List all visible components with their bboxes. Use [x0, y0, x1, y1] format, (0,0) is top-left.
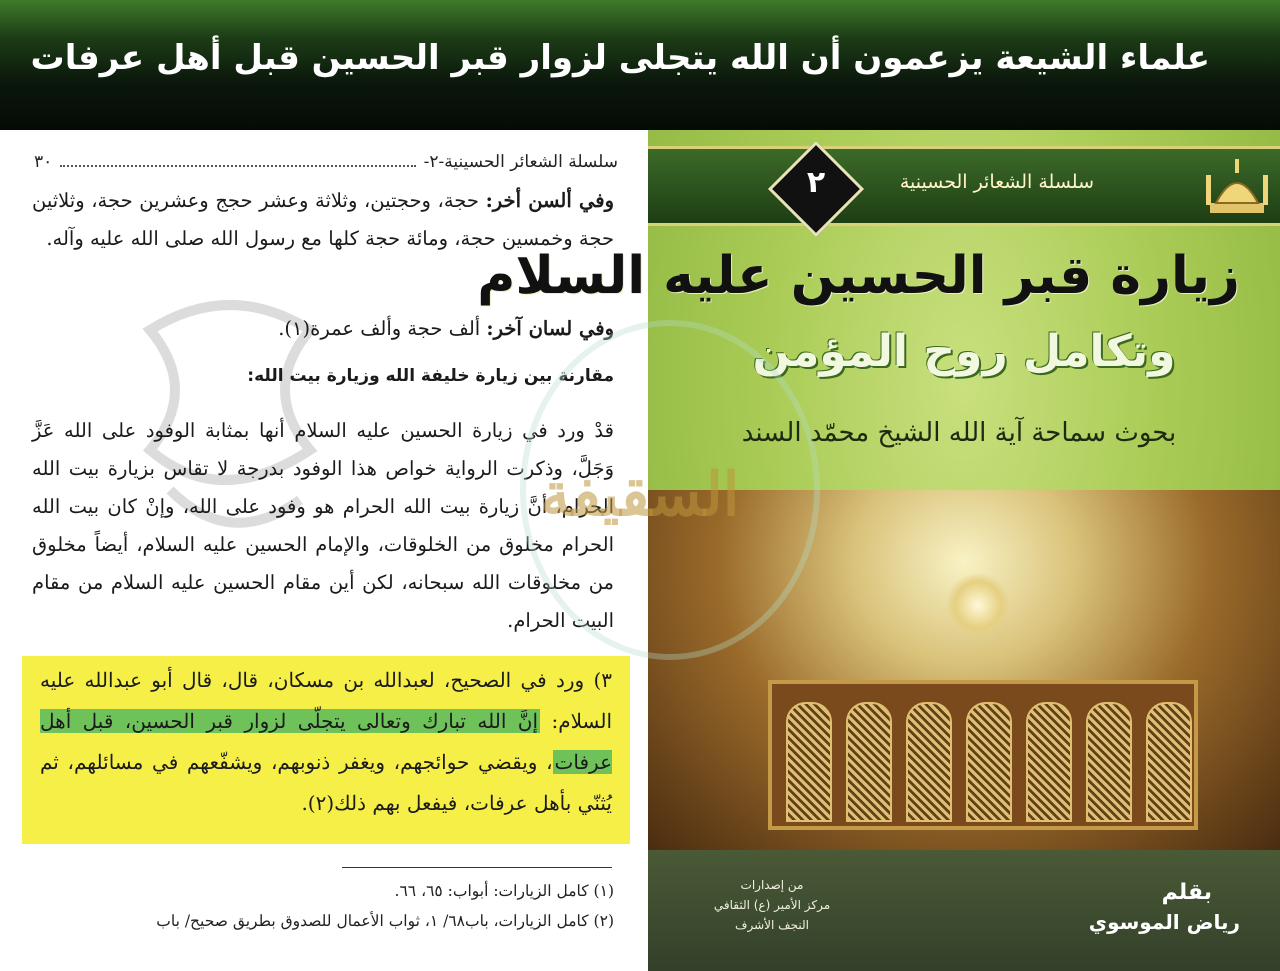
author-name: رياض الموسوي: [1088, 910, 1240, 934]
series-number: ٢: [806, 165, 826, 200]
grille-window: [906, 702, 952, 822]
header-dots: [60, 157, 415, 167]
chandelier-glow: [948, 570, 1008, 640]
grille-window: [786, 702, 832, 822]
publisher-line-2: مركز الأمير (ع) الثقافي: [713, 898, 831, 912]
grille-window: [1086, 702, 1132, 822]
cover-subtitle: وتكامل روح المؤمن: [752, 326, 1176, 377]
grille-window: [846, 702, 892, 822]
paragraph-4-intro: ٣) ورد في الصحيح، لعبدالله بن مسكان، قال، قال أبو عبدالله عليه السلام:: [40, 668, 613, 733]
paragraph-2: [32, 310, 614, 348]
cover-research-line: بحوث سماحة آية الله الشيخ محمّد السند: [741, 418, 1177, 448]
publisher-line-3: النجف الأشرف: [735, 918, 809, 932]
grille-window: [966, 702, 1012, 822]
paragraph-1-lead: وفي ألسن أخر:: [485, 189, 614, 212]
cover-title: زيارة قبر الحسين عليه السلام: [477, 246, 1240, 306]
footnote-1: (١) كامل الزيارات: أبواب: ٦٥، ٦٦.: [394, 882, 614, 900]
paragraph-4: [40, 660, 612, 824]
paragraph-2-lead: وفي لسان آخر:: [486, 317, 614, 340]
page-series: سلسلة الشعائر الحسينية-٢-: [423, 152, 618, 172]
grille-window: [1146, 702, 1192, 822]
banner-title: علماء الشيعة يزعمون أن الله يتجلى لزوار قبر الحسين قبل أهل عرفات: [30, 38, 1210, 78]
shrine-dome-icon: [1202, 153, 1272, 223]
page-header: [34, 152, 618, 172]
paragraph-1-text: حجة، وحجتين، وثلاثة وعشر حجج وعشرين حجة، وثلاثين حجة وخمسين حجة، ومائة حجة كلها مع رسول الله صلى الله عليه وآله.: [32, 189, 614, 250]
paragraph-2-text: ألف حجة وألف عمرة(١).: [278, 317, 487, 340]
shrine-grille: [768, 680, 1198, 830]
highlighted-quote: إنَّ الله تبارك وتعالى يتجلّى لزوار قبر الحسين، قبل أهل عرفات: [40, 709, 612, 774]
paragraph-4-rest: ، ويقضي حوائجهم، ويغفر ذنوبهم، ويشفّعهم في مسائلهم، ثم يُثنّي بأهل عرفات، فيفعل بهم ذلك(٢).: [40, 750, 612, 815]
paragraph-3: قدْ ورد في زيارة الحسين عليه السلام أنها بمثابة الوفود على الله عَزَّ وَجَلَّ، وذكرت الرواية خواص هذا الوفود بدرجة لا تقاس بزيارة بيت الله الحرام، أنَّ زيارة بيت الله الحرام هو وفود على الله، وإنْ كان بيت الله الحرام مخلوق من الخلوقات، والإمام الحسين عليه السلام، أيضاً مخلوق من مخلوقات الله سبحانه، لكن أين مقام الحسين عليه السلام من مقام البيت الحرام.: [32, 419, 614, 632]
publisher-line-1: من إصدارات: [740, 878, 804, 892]
cover-footer: [648, 850, 1280, 971]
page-number: ٣٠: [34, 152, 53, 172]
footnote-divider: [342, 867, 612, 868]
title-banner: [0, 0, 1280, 130]
footnote-2: (٢) كامل الزيارات، باب٦٨/ ١، ثواب الأعمال للصدوق بطريق صحيح/ باب: [156, 912, 614, 930]
series-label: سلسلة الشعائر الحسينية: [899, 171, 1094, 193]
series-bar: [648, 146, 1280, 226]
by-label: بقلم: [1161, 880, 1212, 905]
grille-window: [1026, 702, 1072, 822]
site-logo-word: السقيفة: [540, 460, 740, 530]
section-subheading: مقارنة بين زيارة خليفة الله وزيارة بيت الله:: [247, 366, 614, 386]
